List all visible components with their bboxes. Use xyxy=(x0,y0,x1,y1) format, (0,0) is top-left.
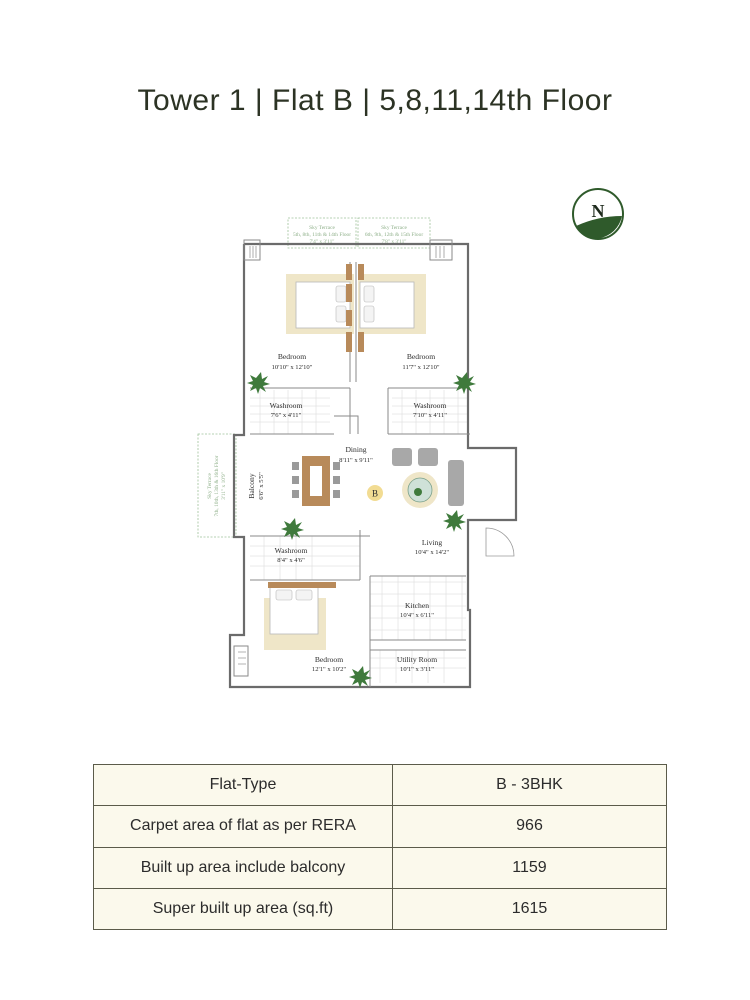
living-sofas xyxy=(392,448,464,508)
spec-value: 1615 xyxy=(393,888,667,929)
svg-text:7'8" x 3'11": 7'8" x 3'11" xyxy=(381,239,407,245)
svg-text:8'4" x 4'6": 8'4" x 4'6" xyxy=(277,557,305,564)
floor-plan xyxy=(190,210,540,695)
spec-value: 1159 xyxy=(393,847,667,888)
svg-text:Washroom: Washroom xyxy=(269,401,303,410)
svg-text:Bedroom: Bedroom xyxy=(406,352,436,361)
svg-text:Kitchen: Kitchen xyxy=(404,601,430,610)
spec-value: 966 xyxy=(393,806,667,847)
bed-nw xyxy=(286,274,354,334)
flat-specs-table xyxy=(93,764,667,930)
svg-text:Sky Terrace: Sky Terrace xyxy=(207,473,213,499)
svg-text:Bedroom: Bedroom xyxy=(314,655,344,664)
page-title: Tower 1 | Flat B | 5,8,11,14th Floor xyxy=(137,84,613,117)
table-row xyxy=(94,888,667,929)
svg-text:7'4" x 3'11": 7'4" x 3'11" xyxy=(309,239,335,245)
svg-text:6'6" x 5'5": 6'6" x 5'5" xyxy=(258,472,265,500)
svg-text:5th, 8th, 11th & 14th Floor: 5th, 8th, 11th & 14th Floor xyxy=(292,232,352,238)
svg-text:Dining: Dining xyxy=(345,445,367,454)
flat-marker-label: B xyxy=(371,488,379,499)
svg-text:3'11" x 10'9": 3'11" x 10'9" xyxy=(221,472,227,500)
svg-text:Washroom: Washroom xyxy=(274,546,308,555)
svg-text:10'10" x 12'10": 10'10" x 12'10" xyxy=(271,364,313,371)
svg-text:10'4" x 14'2": 10'4" x 14'2" xyxy=(414,549,450,556)
svg-text:12'1" x 10'2": 12'1" x 10'2" xyxy=(311,666,347,673)
svg-text:10'1" x 3'11": 10'1" x 3'11" xyxy=(400,666,434,673)
svg-text:Balcony: Balcony xyxy=(247,473,256,499)
compass-letter: N xyxy=(591,201,605,221)
svg-text:Sky Terrace: Sky Terrace xyxy=(309,225,335,231)
spec-label: Flat-Type xyxy=(94,765,393,806)
svg-text:Sky Terrace: Sky Terrace xyxy=(381,225,407,231)
table-row xyxy=(94,765,667,806)
svg-text:6th, 9th, 12th & 15th Floor: 6th, 9th, 12th & 15th Floor xyxy=(364,232,424,238)
svg-text:Living: Living xyxy=(421,538,443,547)
north-compass-icon xyxy=(570,186,626,242)
svg-text:Bedroom: Bedroom xyxy=(277,352,307,361)
svg-text:7th, 10th, 13th & 16th Floor: 7th, 10th, 13th & 16th Floor xyxy=(214,455,220,517)
spec-value: B - 3BHK xyxy=(393,765,667,806)
spec-label: Built up area include balcony xyxy=(94,847,393,888)
dining-table xyxy=(292,456,340,506)
table-row xyxy=(94,847,667,888)
entry-door xyxy=(486,528,514,556)
svg-text:Washroom: Washroom xyxy=(413,401,447,410)
svg-text:Utility Room: Utility Room xyxy=(396,655,438,664)
bed-ne xyxy=(358,274,426,334)
spec-label: Carpet area of flat as per RERA xyxy=(94,806,393,847)
svg-text:11'7" x 12'10": 11'7" x 12'10" xyxy=(402,364,440,371)
spec-label: Super built up area (sq.ft) xyxy=(94,888,393,929)
svg-text:8'11" x 9'11": 8'11" x 9'11" xyxy=(339,457,373,464)
table-row xyxy=(94,806,667,847)
svg-text:7'10" x 4'11": 7'10" x 4'11" xyxy=(413,412,447,419)
bed-s xyxy=(264,582,336,650)
svg-text:10'4" x 6'11": 10'4" x 6'11" xyxy=(400,612,434,619)
svg-text:7'6" x 4'11": 7'6" x 4'11" xyxy=(270,412,302,419)
